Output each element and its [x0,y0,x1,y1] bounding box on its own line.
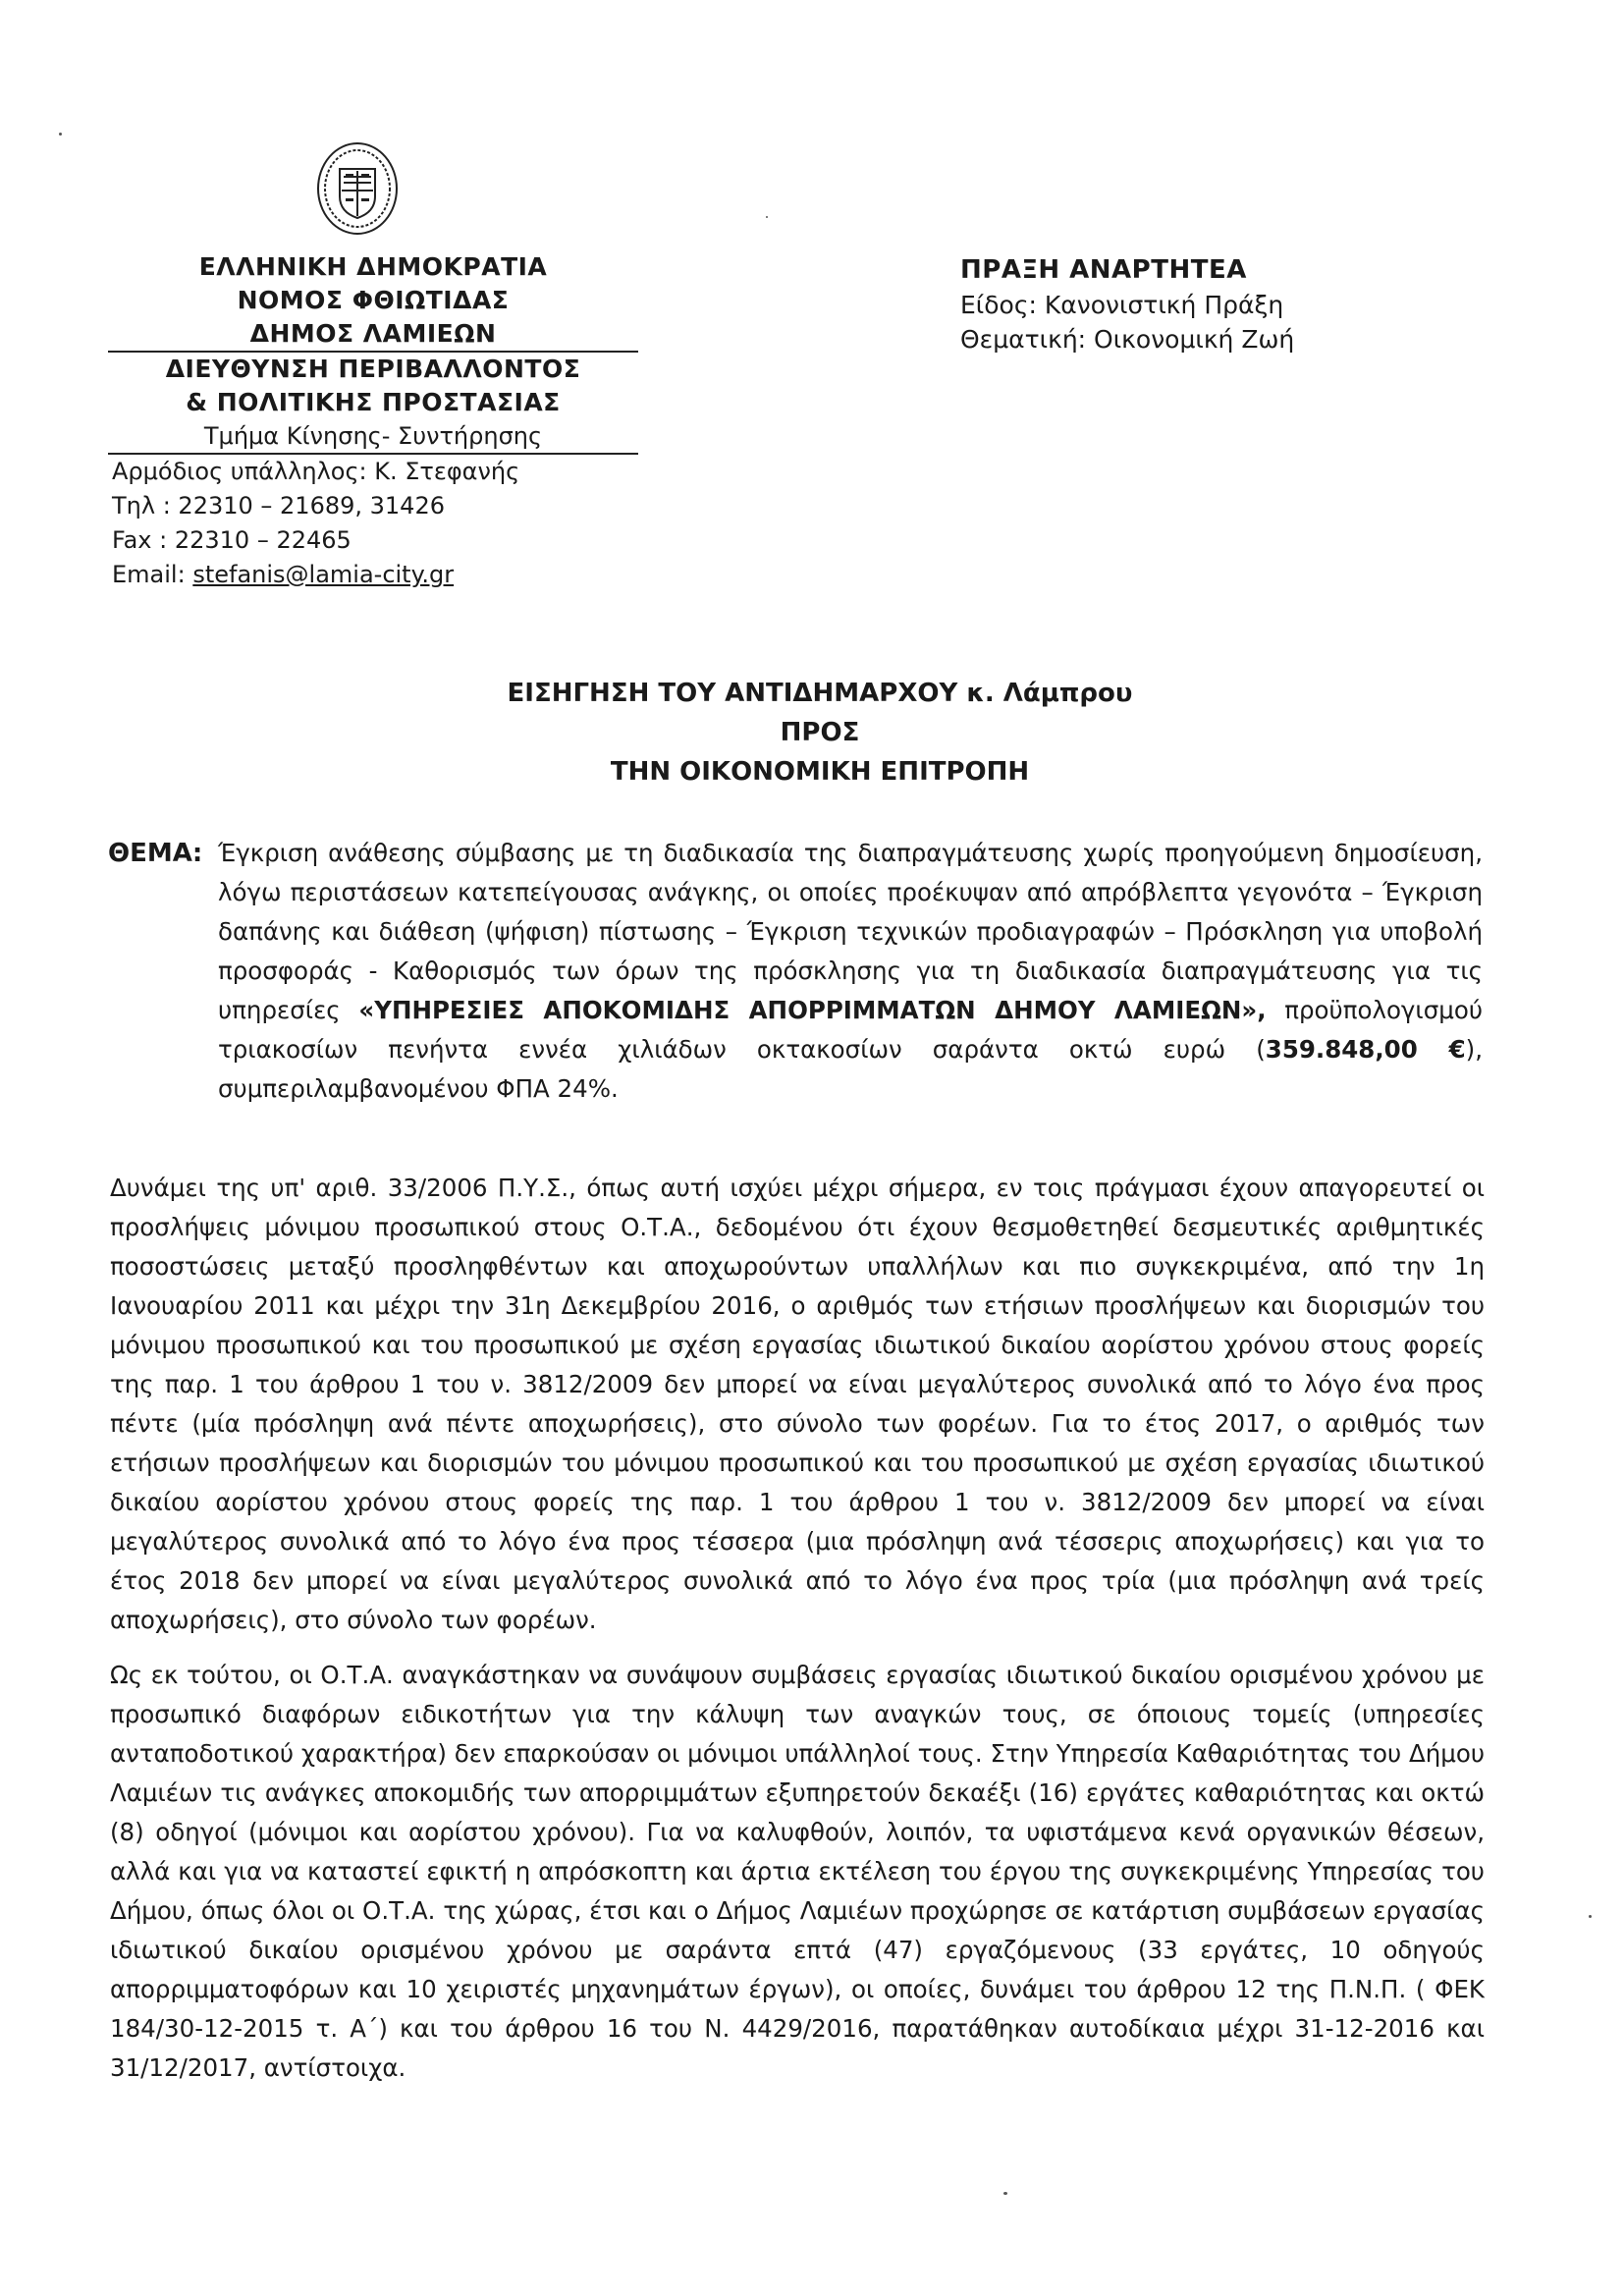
issuer-block [108,250,638,592]
scan-speck [1589,1915,1592,1918]
subject-label: ΘΕΜΑ: [108,839,203,868]
scan-speck [766,216,768,218]
act-thematic: Θεματική: Οικονομική Ζωή [960,325,1295,354]
prefecture-line: ΝΟΜΟΣ ΦΘΙΩΤΙΔΑΣ [237,286,510,314]
coat-of-arms-emblem [314,139,401,238]
proposal-line-2: ΠΡΟΣ [780,718,860,747]
subject-amount: 359.848,00 € [1265,1035,1466,1064]
contact-email-row [108,558,638,592]
proposal-heading [157,674,1483,792]
document-body [110,1169,1485,2104]
body-paragraph-1: Δυνάμει της υπ' αριθ. 33/2006 Π.Υ.Σ., όπως αυτή ισχύει μέχρι σήμερα, εν τοις πράγμασι έχουν απαγορευτεί οι προσλήψεις μόνιμου προσωπικού στους Ο.Τ.Α., δεδομένου ότι έχουν θεσμοθετηθεί δεσμευτικές αριθμητικές ποσοστώσεις μεταξύ προσληφθέντων και αποχωρούντων υπαλλήλων και πιο συγκεκριμένα, από την 1η Ιανουαρίου 2011 και μέχρι την 31η Δεκεμβρίου 2016, ο αριθμός των ετήσιων προσλήψεων και διορισμών του μόνιμου προσωπικού και του προσωπικού με σχέση εργασίας ιδιωτικού δικαίου αορίστου χρόνου στους φορείς της παρ. 1 του άρθρου 1 του ν. 3812/2009 δεν μπορεί να είναι μεγαλύτερος συνολικά από το λόγο ένα προς πέντε (μία πρόσληψη ανά πέντε αποχωρήσεις), στο σύνολο των φορέων. Για το έτος 2017, ο αριθμός των ετήσιων προσλήψεων και διορισμών του μόνιμου προσωπικού και του προσωπικού με σχέση εργασίας ιδιωτικού δικαίου αορίστου χρόνου στους φορείς της παρ. 1 του άρθρου 1 του ν. 3812/2009 δεν μπορεί να είναι μεγαλύτερος συνολικά από το λόγο ένα προς τέσσερα (μια πρόσληψη ανά τέσσερις αποχωρήσεις) και για το έτος 2018 δεν μπορεί να είναι μεγαλύτερος συνολικά από το λόγο ένα προς τρία (μια πρόσληψη ανά τρείς αποχωρήσεις), στο σύνολο των φορέων. [110,1174,1485,1634]
proposal-line-1: ΕΙΣΗΓΗΣΗ ΤΟΥ ΑΝΤΙΔΗΜΑΡΧΟΥ κ. Λάμπρου [507,679,1133,708]
subject-text [218,834,1483,1109]
directorate-line-1: ΔΙΕΥΘΥΝΣΗ ΠΕΡΙΒΑΛΛΟΝΤΟΣ [165,355,581,383]
act-posting-title: ΠΡΑΞΗ ΑΝΑΡΤΗΤΕΑ [960,255,1247,285]
department-line: Τμήμα Κίνησης- Συντήρησης [203,422,543,450]
body-paragraph-2: Ως εκ τούτου, οι Ο.Τ.Α. αναγκάστηκαν να συνάψουν συμβάσεις εργασίας ιδιωτικού δικαίου ορισμένου χρόνου με προσωπικό διαφόρων ειδικοτήτων για την κάλυψη των αναγκών τους, σε όποιους τομείς (υπηρεσίες ανταποδοτικού χαρακτήρα) δεν επαρκούσαν οι μόνιμοι υπάλληλοί τους. Στην Υπηρεσία Καθαριότητας του Δήμου Λαμιέων τις ανάγκες αποκομιδής των απορριμμάτων εξυπηρετούν δεκαέξι (16) εργάτες καθαριότητας και οκτώ (8) οδηγοί (μόνιμοι και αορίστου χρόνου). Για να καλυφθούν, λοιπόν, τα υφιστάμενα κενά οργανικών θέσεων, αλλά και για να καταστεί εφικτή η απρόσκοπτη και άρτια εκτέλεση του έργου της συγκεκριμένης Υπηρεσίας του Δήμου, όπως όλοι οι Ο.Τ.Α. της χώρας, έτσι και ο Δήμος Λαμιέων προχώρησε σε κατάρτιση συμβάσεων εργασίας ιδιωτικού δικαίου ορισμένου χρόνου με σαράντα επτά (47) εργαζόμενους (33 εργάτες, 10 οδηγούς απορριμματοφόρων και 10 χειριστές μηχανημάτων έργων), οι οποίες, δυνάμει του άρθρου 12 της Π.Ν.Π. ( ΦΕΚ 184/30-12-2015 τ. Α΄) και του άρθρου 16 του Ν. 4429/2016, παρατάθηκαν αυτοδίκαια μέχρι 31-12-2016 και 31/12/2017, αντίστοιχα. [110,1661,1485,2082]
act-classification-block [960,252,1510,356]
subject-block [108,834,1483,1109]
contact-fax: Fax : 22310 – 22465 [112,526,352,554]
email-label: Email: [112,561,193,588]
contact-officer: Αρμόδιος υπάλληλος: Κ. Στεφανής [112,458,520,485]
subject-service-name: «ΥΠΗΡΕΣΙΕΣ ΑΠΟΚΟΜΙΔΗΣ ΑΠΟΡΡΙΜΜΑΤΩΝ ΔΗΜΟΥ ΛΑΜΙΕΩΝ», [358,996,1267,1024]
contact-phone: Τηλ : 22310 – 21689, 31426 [112,492,445,519]
directorate-line-2: & ΠΟΛΙΤΙΚΗΣ ΠΡΟΣΤΑΣΙΑΣ [186,388,561,416]
subject-text-part-1: Έγκριση ανάθεσης σύμβασης με τη διαδικασία της διαπραγμάτευσης χωρίς προηγούμενη δημοσίευση, λόγω περιστάσεων κατεπείγουσας ανάγκης, οι οποίες προέκυψαν από απρόβλεπτα γεγονότα – Έγκριση δαπάνης και διάθεση (ψήφιση) πίστωσης – Έγκριση τεχνικών προδιαγραφών – Πρόσκληση για υποβολή προσφοράς - Καθορισμός των όρων της πρόσκλησης για τη διαδικασία διαπραγμάτευσης για τις υπηρεσίες [218,839,1483,1024]
subject-text-part-3: ), συμπεριλαμβανομένου ΦΠΑ 24%. [218,1035,1483,1103]
subject-text-part-2: προϋπολογισμού τριακοσίων πενήντα εννέα χιλιάδων οκτακοσίων σαράντα οκτώ ευρώ ( [218,996,1484,1064]
scan-speck [59,133,62,136]
email-link[interactable]: stefanis@lamia-city.gr [192,561,455,588]
republic-line: ΕΛΛΗΝΙΚΗ ΔΗΜΟΚΡΑΤΙΑ [198,252,548,281]
scan-speck [1003,2192,1007,2195]
municipality-line: ΔΗΜΟΣ ΛΑΜΙΕΩΝ [249,319,497,348]
proposal-line-3: ΤΗΝ ΟΙΚΟΝΟΜΙΚΗ ΕΠΙΤΡΟΠΗ [610,757,1030,787]
act-type: Είδος: Κανονιστική Πράξη [960,291,1284,319]
